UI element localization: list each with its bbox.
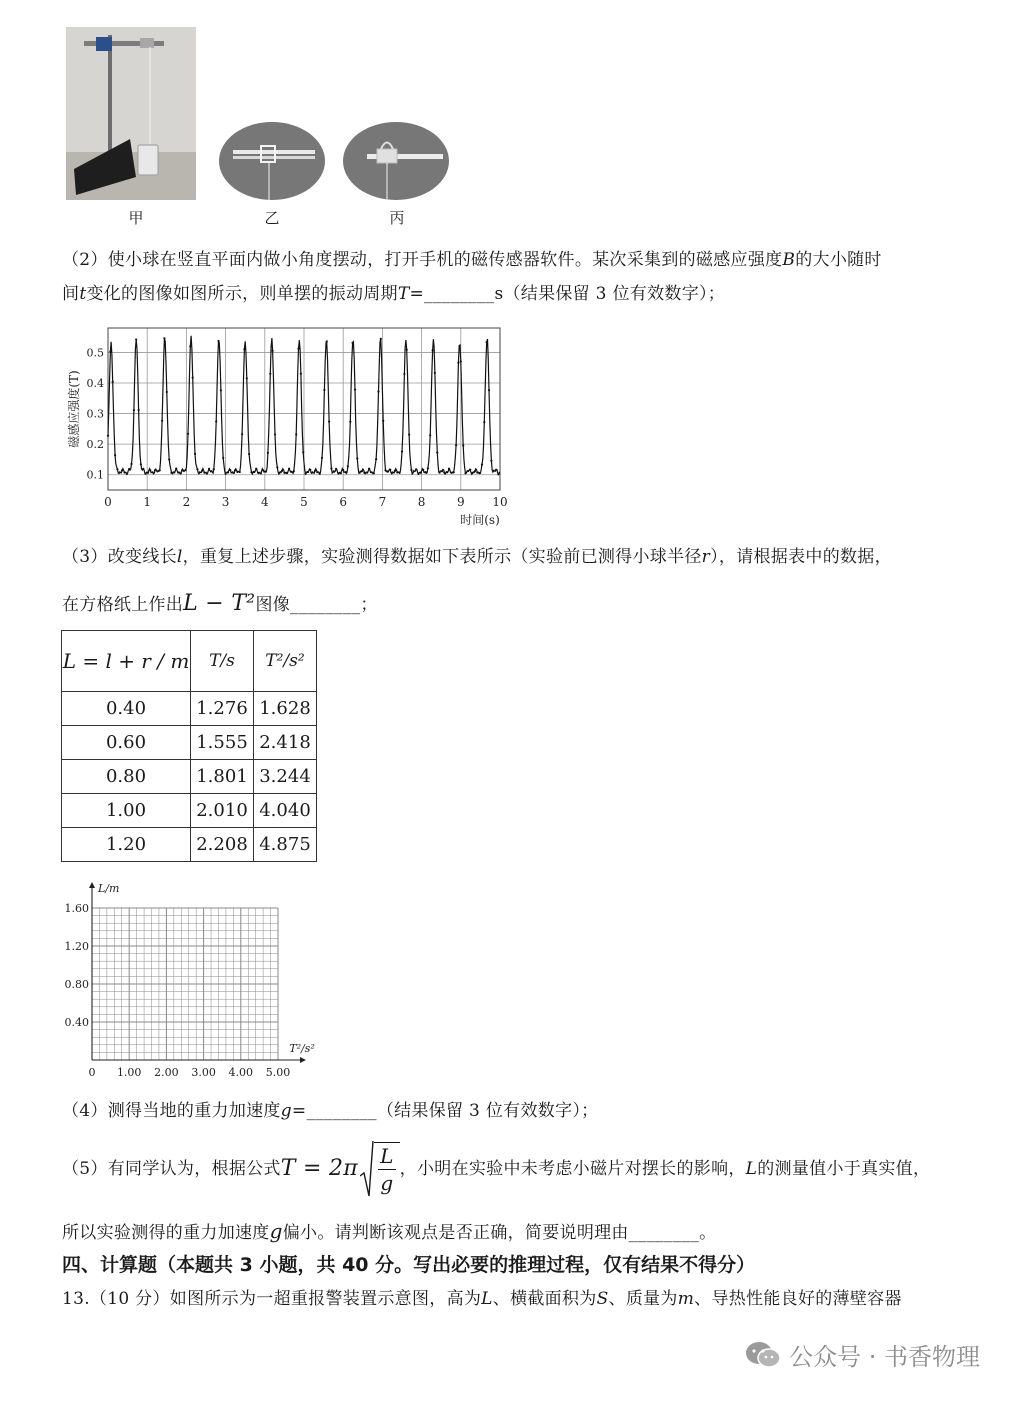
- data-point: [420, 472, 422, 474]
- q13-line: 13.（10 分）如图所示为一超重报警装置示意图，高为L、横截面积为S、质量为m、导热性能良好的薄壁容器: [62, 1289, 902, 1309]
- data-point: [297, 348, 299, 350]
- var-r: r: [701, 547, 711, 567]
- x-tick-label: 3.00: [191, 1066, 216, 1079]
- data-point: [220, 389, 222, 391]
- data-point: [410, 469, 412, 471]
- data-point: [145, 473, 147, 475]
- data-point: [109, 351, 111, 353]
- data-point: [302, 451, 304, 453]
- data-point: [307, 471, 309, 473]
- data-point: [119, 471, 121, 473]
- data-point: [225, 473, 227, 475]
- var-L: L: [745, 1159, 758, 1179]
- x-tick-label: 2.00: [154, 1066, 179, 1079]
- q3-line2: 在方格纸上作出L − T²图像________；: [62, 591, 378, 616]
- data-point: [300, 373, 302, 375]
- magnetic-field-chart: [60, 318, 530, 528]
- data-point: [462, 444, 464, 446]
- data-point: [194, 453, 196, 455]
- data-point: [208, 468, 210, 470]
- wechat-icon: [745, 1340, 781, 1370]
- data-point: [279, 472, 281, 474]
- data-point: [175, 468, 177, 470]
- data-point: [250, 471, 252, 473]
- x-axis-label: 时间(s): [460, 513, 500, 527]
- data-point: [436, 452, 438, 454]
- table-row: 1.00 2.010 4.040: [62, 794, 317, 828]
- caption-bing: 丙: [389, 209, 405, 227]
- y-tick-label: 0.1: [86, 468, 104, 482]
- x-tick-label: 3: [221, 495, 230, 509]
- data-point: [455, 444, 457, 446]
- data-point: [366, 471, 368, 473]
- x-axis-arrow: [300, 1057, 306, 1063]
- data-point: [276, 466, 278, 468]
- var-g: g: [269, 1219, 283, 1243]
- data-point: [229, 469, 231, 471]
- data-point: [222, 457, 224, 459]
- data-point: [406, 349, 408, 351]
- data-point: [497, 473, 499, 475]
- data-point: [210, 470, 212, 472]
- data-point: [112, 381, 114, 383]
- caption-yi: 乙: [264, 209, 280, 227]
- data-point: [359, 472, 361, 474]
- data-point: [422, 469, 424, 471]
- data-point: [467, 470, 469, 472]
- data-point: [354, 389, 356, 391]
- data-point: [168, 458, 170, 460]
- x-tick-label: 1.00: [116, 1066, 142, 1079]
- data-point: [142, 468, 144, 470]
- q5-line1: （5）有同学认为，根据公式 T = 2π $\frac{L}{g}$ ，小明在实验中未考虑小磁片对摆长的影响， L 的测量值小于真实值，: [62, 1138, 982, 1200]
- data-point: [326, 341, 328, 343]
- data-point: [493, 470, 495, 472]
- y-tick-label: 0.40: [64, 1016, 89, 1029]
- x-tick-label: 6: [339, 495, 348, 509]
- data-point: [196, 468, 198, 470]
- data-point: [375, 458, 377, 460]
- watermark-text: 公众号 · 书香物理: [789, 1343, 980, 1371]
- x-tick-label: 8: [417, 495, 426, 509]
- fraction-denominator: g: [380, 1171, 394, 1195]
- data-point: [133, 409, 135, 411]
- data-point: [432, 349, 434, 351]
- data-point: [314, 470, 316, 472]
- data-point: [417, 473, 419, 475]
- x-tick-label: 4: [260, 495, 269, 509]
- data-point: [490, 460, 492, 462]
- data-point: [257, 472, 259, 474]
- data-point: [265, 471, 267, 473]
- caption-jia: 甲: [128, 209, 144, 227]
- table-row: 0.40 1.276 1.628: [62, 692, 317, 726]
- data-point: [243, 348, 245, 350]
- data-point: [215, 420, 217, 422]
- section-heading: 四、计算题（本题共 3 小题，共 40 分。写出必要的推理过程，仅有结果不得分）: [62, 1254, 756, 1276]
- data-point: [446, 471, 448, 473]
- data-point: [189, 345, 191, 347]
- data-point: [424, 471, 426, 473]
- sqrt-icon: [360, 1140, 374, 1198]
- data-point: [269, 373, 271, 375]
- y-tick-label: 0.80: [64, 978, 89, 991]
- data-point: [483, 421, 485, 423]
- x-axis-label: T²/s²: [289, 1042, 315, 1055]
- data-point: [156, 470, 158, 472]
- formula-L-T2: L − T²: [183, 591, 256, 616]
- x-tick-label: 10: [492, 495, 508, 509]
- var-g: g: [280, 1101, 292, 1121]
- data-point: [408, 434, 410, 436]
- data-point: [312, 471, 314, 473]
- data-point: [443, 472, 445, 474]
- data-point: [319, 473, 321, 475]
- data-point: [474, 470, 476, 472]
- table-header: L = l + r / m: [62, 631, 191, 692]
- data-point: [192, 377, 194, 379]
- data-point: [283, 472, 285, 474]
- data-point: [241, 433, 243, 435]
- data-point: [253, 471, 255, 473]
- data-point: [356, 457, 358, 459]
- data-point: [321, 457, 323, 459]
- data-point: [152, 471, 154, 473]
- x-tick-label: 5.00: [265, 1066, 291, 1079]
- data-point: [481, 463, 483, 465]
- data-point: [479, 472, 481, 474]
- data-point: [377, 390, 379, 392]
- data-point: [392, 471, 394, 473]
- data-point: [295, 433, 297, 435]
- var-t: t: [79, 284, 87, 304]
- photo-jia: [66, 27, 196, 200]
- data-point: [333, 470, 335, 472]
- data-point: [347, 465, 349, 467]
- data-point: [373, 472, 375, 474]
- data-point: [288, 468, 290, 470]
- data-point: [368, 468, 370, 470]
- data-point: [335, 468, 337, 470]
- y-tick-label: 0.3: [86, 407, 104, 421]
- x-tick-label: 4.00: [228, 1066, 254, 1079]
- data-point: [121, 469, 123, 471]
- data-point: [330, 467, 332, 469]
- data-point: [352, 342, 354, 344]
- q3-line1: （3）改变线长l，重复上述步骤，实验测得数据如下表所示（实验前已测得小球半径r），请根据表中的数据，: [62, 547, 892, 567]
- var-B: B: [782, 250, 796, 270]
- data-point: [399, 472, 401, 474]
- x-tick-label: 0: [104, 495, 112, 509]
- data-point: [363, 472, 365, 474]
- data-point: [246, 377, 248, 379]
- data-point: [213, 468, 215, 470]
- data-point: [126, 473, 128, 475]
- data-point: [464, 472, 466, 474]
- data-point: [154, 469, 156, 471]
- data-point: [413, 470, 415, 472]
- data-point: [170, 472, 172, 474]
- data-point: [281, 470, 283, 472]
- x-tick-label: 0: [88, 1066, 96, 1079]
- data-point: [166, 391, 168, 393]
- data-point: [453, 471, 455, 473]
- data-point: [163, 337, 165, 339]
- data-point: [248, 453, 250, 455]
- data-point: [135, 339, 137, 341]
- data-point: [234, 469, 236, 471]
- var-l: l: [176, 547, 183, 567]
- data-point: [441, 470, 443, 472]
- data-point: [161, 420, 163, 422]
- data-point: [255, 468, 257, 470]
- data-point: [486, 341, 488, 343]
- y-axis-label: L/m: [98, 882, 120, 895]
- watermark: [745, 1337, 980, 1372]
- data-point: [387, 471, 389, 473]
- data-point: [286, 472, 288, 474]
- data-point: [380, 338, 382, 340]
- data-point: [396, 471, 398, 473]
- data-point: [457, 362, 459, 364]
- data-point: [203, 472, 205, 474]
- data-point: [415, 468, 417, 470]
- data-point: [262, 469, 264, 471]
- data-point: [345, 471, 347, 473]
- data-point: [185, 469, 187, 471]
- x-tick-label: 9: [456, 495, 465, 509]
- q4-line: （4）测得当地的重力加速度g=________（结果保留 3 位有效数字）；: [62, 1101, 599, 1121]
- data-point: [201, 470, 203, 472]
- data-point: [107, 435, 109, 437]
- table-row: 0.80 1.801 3.244: [62, 760, 317, 794]
- data-point: [130, 463, 132, 465]
- data-point: [114, 454, 116, 456]
- graph-paper-chart: [56, 874, 336, 1084]
- fraction-numerator: L: [380, 1144, 394, 1168]
- data-point: [267, 452, 269, 454]
- var-T: T: [397, 284, 410, 304]
- data-point: [182, 470, 184, 472]
- data-point: [349, 421, 351, 423]
- data-point: [472, 472, 474, 474]
- data-point: [290, 471, 292, 473]
- data-point: [394, 470, 396, 472]
- data-point: [309, 469, 311, 471]
- data-point: [116, 468, 118, 470]
- data-point: [469, 469, 471, 471]
- data-point: [232, 471, 234, 473]
- data-point: [180, 472, 182, 474]
- data-point: [123, 471, 125, 473]
- y-tick-label: 0.4: [86, 377, 104, 391]
- data-point: [199, 471, 201, 473]
- data-point: [328, 421, 330, 423]
- data-point: [147, 472, 149, 474]
- data-point: [323, 389, 325, 391]
- x-tick-label: 5: [300, 495, 308, 509]
- data-point: [173, 471, 175, 473]
- data-point: [140, 463, 142, 465]
- table-header: T/s: [191, 631, 254, 692]
- table-row: 1.20 2.208 4.875: [62, 828, 317, 862]
- sqrt-fraction: [360, 1140, 400, 1198]
- data-point: [138, 409, 140, 411]
- y-axis-label: 磁感应强度(T): [67, 370, 81, 448]
- data-point: [488, 389, 490, 391]
- data-point: [370, 471, 372, 473]
- data-table: [61, 630, 317, 862]
- data-point: [293, 470, 295, 472]
- data-point: [448, 468, 450, 470]
- data-point: [316, 471, 318, 473]
- data-point: [460, 360, 462, 362]
- data-point: [401, 450, 403, 452]
- x-tick-label: 2: [182, 495, 191, 509]
- q2-line1: （2）使小球在竖直平面内做小角度摆动，打开手机的磁传感器软件。某次采集到的磁感应强度B的大小随时: [62, 250, 882, 270]
- x-tick-label: 7: [378, 495, 387, 509]
- q5-line2: 所以实验测得的重力加速度g偏小。请判断该观点是否正确，简要说明理由________。: [62, 1219, 717, 1243]
- data-point: [337, 472, 339, 474]
- data-point: [342, 469, 344, 471]
- data-point: [361, 470, 363, 472]
- data-point: [159, 469, 161, 471]
- data-point: [439, 472, 441, 474]
- data-point: [476, 471, 478, 473]
- data-point: [495, 469, 497, 471]
- data-point: [382, 420, 384, 422]
- data-point: [389, 469, 391, 471]
- formula-period: T = 2π: [280, 1156, 359, 1181]
- data-point: [403, 373, 405, 375]
- data-point: [274, 433, 276, 435]
- data-point: [128, 468, 130, 470]
- y-tick-label: 0.5: [86, 346, 104, 360]
- data-point: [260, 472, 262, 474]
- data-point: [149, 469, 151, 471]
- y-tick-label: 1.60: [64, 902, 89, 915]
- data-point: [429, 434, 431, 436]
- data-point: [178, 471, 180, 473]
- data-point: [217, 340, 219, 342]
- data-point: [236, 471, 238, 473]
- data-point: [450, 472, 452, 474]
- data-point: [227, 471, 229, 473]
- data-point: [384, 469, 386, 471]
- photo-bing: [343, 122, 449, 200]
- data-point: [272, 350, 274, 352]
- data-point: [427, 467, 429, 469]
- data-point: [305, 473, 307, 475]
- data-point: [434, 372, 436, 374]
- y-tick-label: 0.2: [86, 438, 104, 452]
- y-axis-arrow: [89, 882, 95, 888]
- data-point: [340, 472, 342, 474]
- data-point: [206, 472, 208, 474]
- data-point: [187, 433, 189, 435]
- x-tick-label: 1: [143, 495, 152, 509]
- table-row: 0.60 1.555 2.418: [62, 726, 317, 760]
- q2-line2: 间t变化的图像如图所示，则单摆的振动周期T=________s（结果保留 3 位有效数字）；: [62, 284, 726, 304]
- table-header: T²/s²: [254, 631, 317, 692]
- y-tick-label: 1.20: [64, 940, 89, 953]
- data-point: [239, 471, 241, 473]
- photo-yi: [219, 122, 325, 200]
